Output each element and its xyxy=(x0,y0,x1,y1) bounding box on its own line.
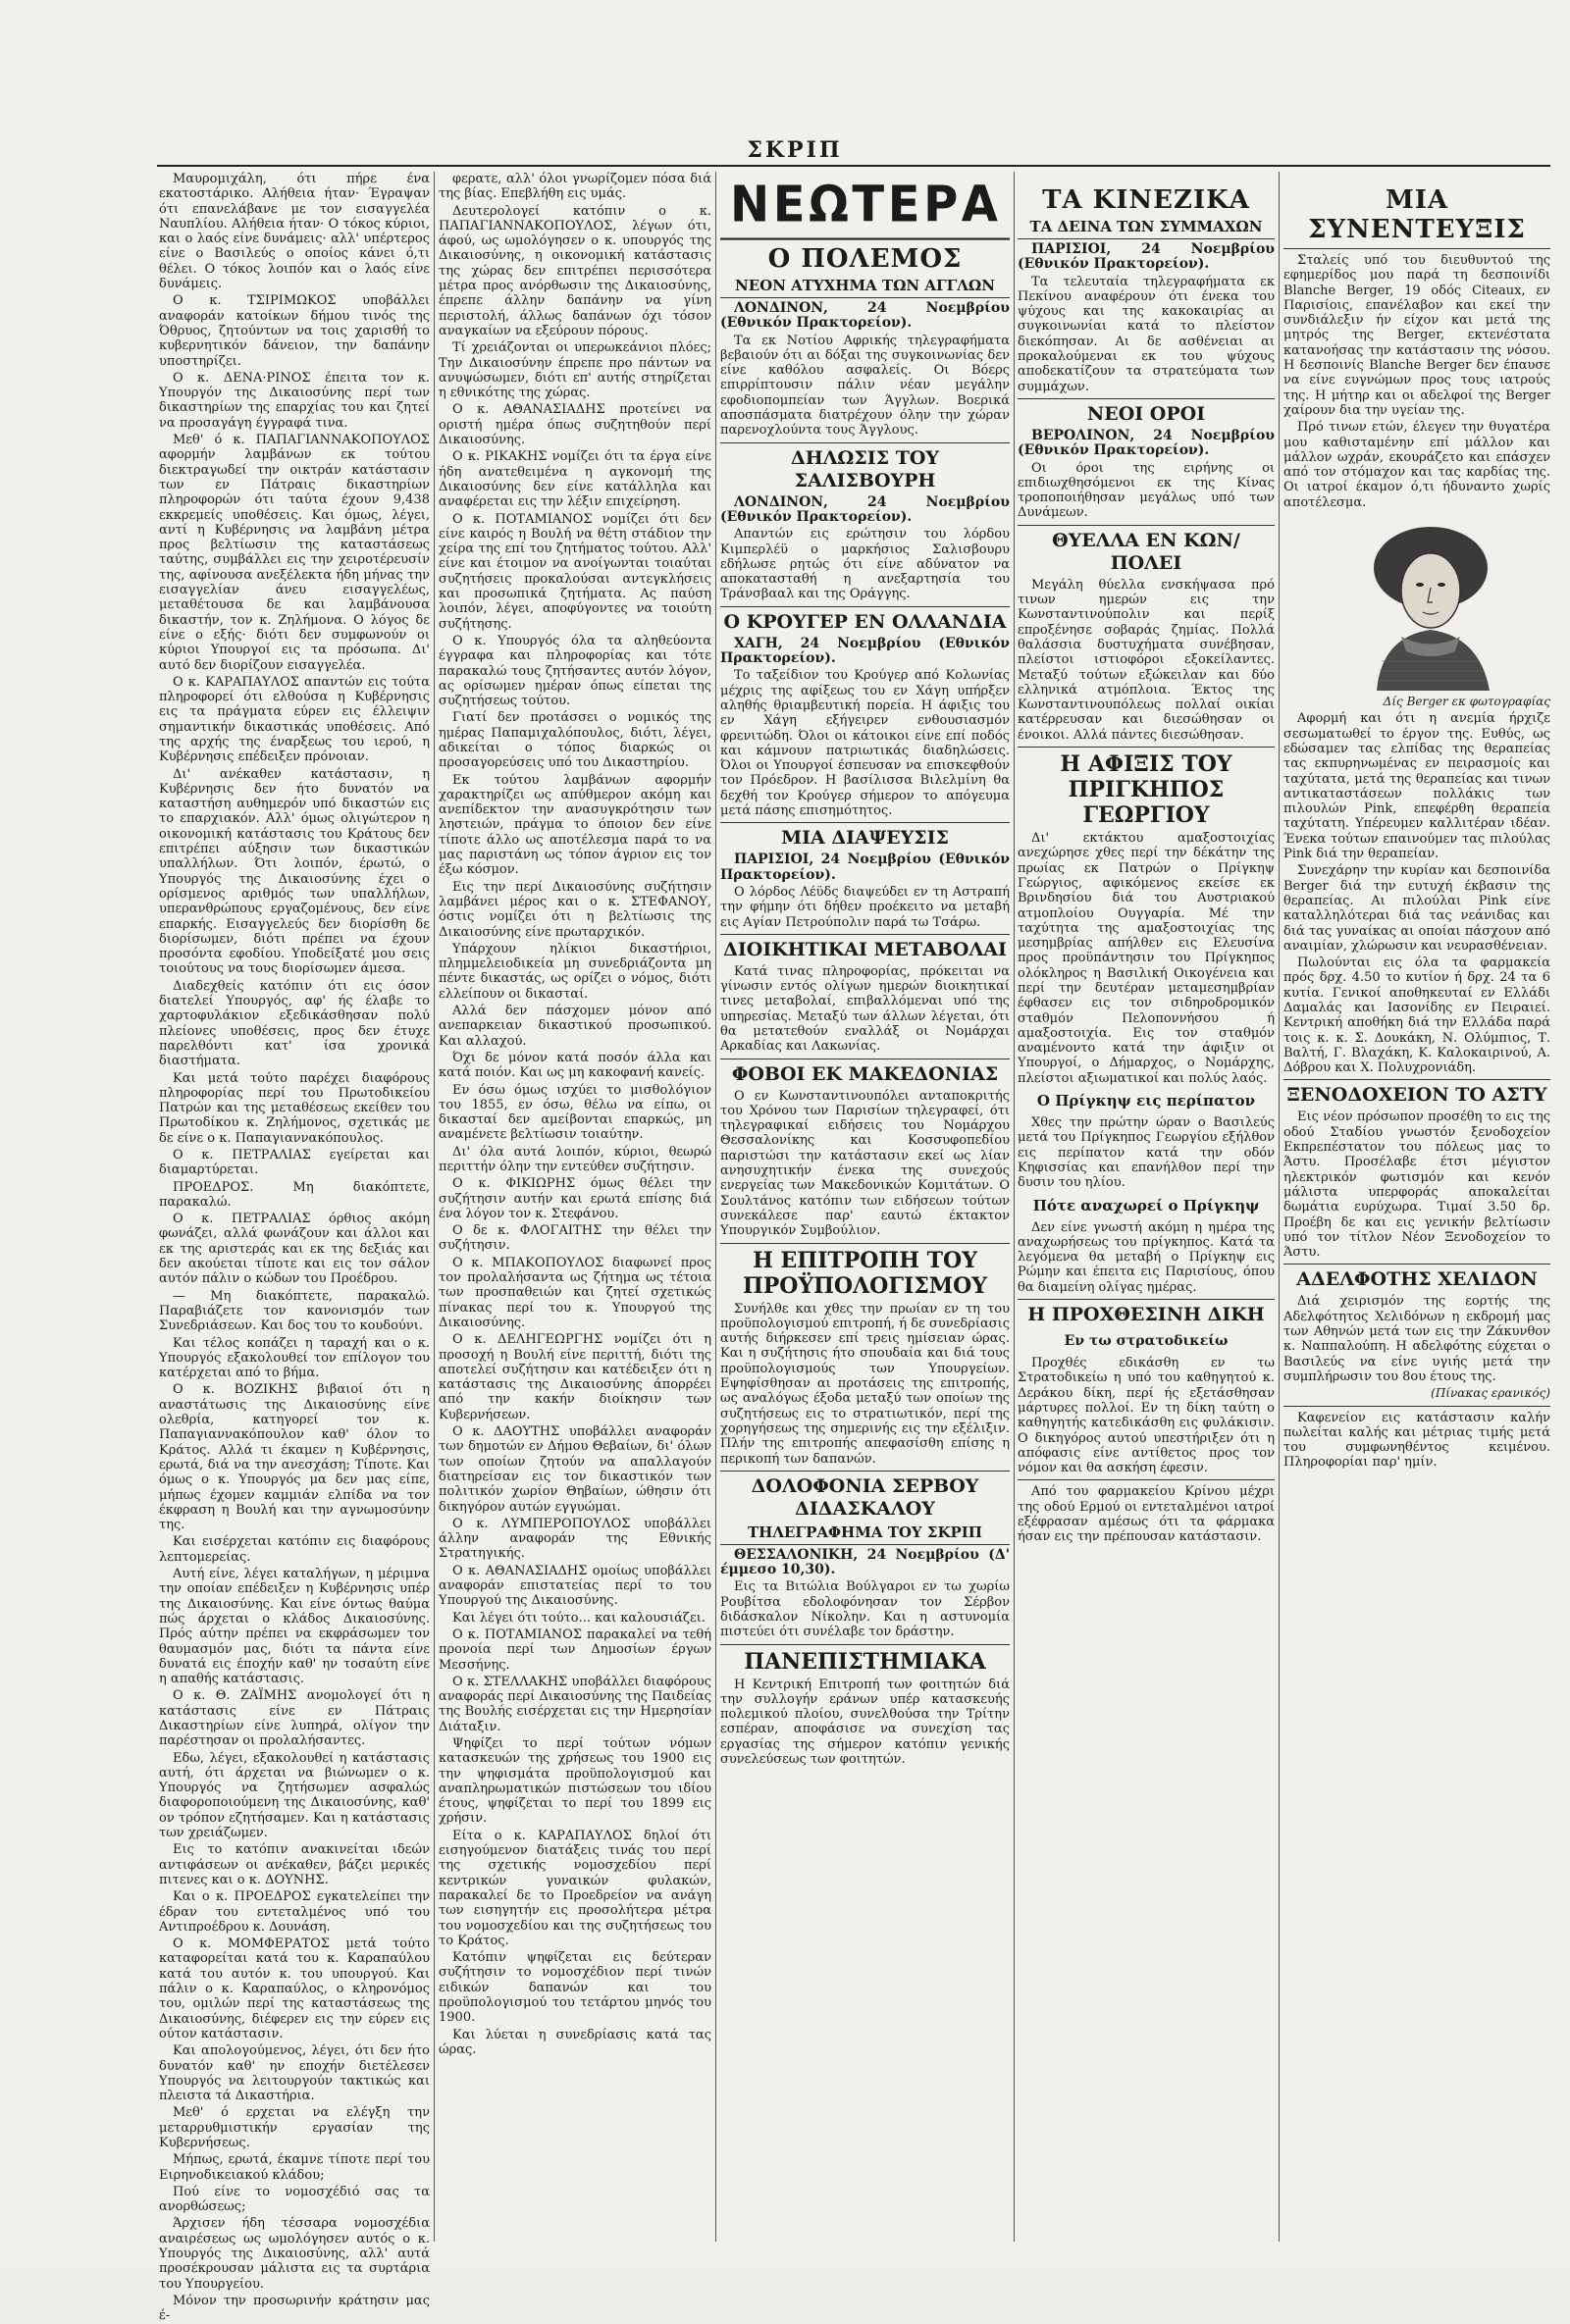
paragraph: Ο κ. ΔΕΝΑ·ΡΙΝΟΣ έπειτα τον κ. Υπουργόν της Δικαιοσύνης περί των δικαστηρίων της επαρχίας του και ζητεί να προσαγάγη έγγραφά τινα. xyxy=(159,370,430,431)
prince-walk-body: Χθες την πρώτην ώραν ο Βασιλεύς μετά του Πρίγκηπος Γεωργίου εξήλθον εις περίπατον κατά την οδόν Κηφισσίας και επανήλθον περί την δυσιν του ηλίου. xyxy=(1018,1115,1275,1191)
paragraph: — Μη διακόπτετε, παρακαλώ. Παραβιάζετε τον κανονισμόν των Συνεδριάσεων. Και δος του το κουδούνι. xyxy=(159,1288,430,1334)
prince-departure-headline: Πότε αναχωρεί ο Πρίγκηψ xyxy=(1032,1196,1260,1214)
paragraph: Ο κ. ΒΟΖΙΚΗΣ βιβαιοί ότι η αναστάτωσις της Δικαιοσύνης είνε ολεθρία, κατηγορεί τον κ. Παπαγιαννακόπουλον καθ' όλον το Κράτος. Αλλά τι έκαμεν η Κυβέρνησις, ερωτά, διά να την ανεσχάση; Τίποτε. Και όμως ο κ. Υπουργός μα δεν μας είπε, μήπως έχομεν καμμιάν ελπίδα να τον έκφραση η Βουλή και την αγνωμοσύνην της. xyxy=(159,1382,430,1533)
murder-dateline: ΘΕΣΣΑΛΟΝΙΚΗ, 24 Νοεμβρίου (Δ' έμμεσο 10,30). xyxy=(720,1546,1010,1578)
macedonia-headline: ΦΟΒΟΙ ΕΚ ΜΑΚΕΔΟΝΙΑΣ xyxy=(731,1062,999,1085)
paragraph: ΠΡΟΕΔΡΟΣ. Μη διακόπτετε, παρακαλώ. xyxy=(159,1179,430,1210)
interview-headline: ΜΙΑ ΣΥΝΕΝΤΕΥΞΙΣ xyxy=(1308,185,1526,244)
murder-headline: ΔΟΛΟΦΟΝΙΑ ΣΕΡΒΟΥ ΔΙΔΑΣΚΑΛΟΥ xyxy=(751,1474,979,1520)
paragraph: Ο κ. ΡΙΚΑΚΗΣ νομίζει ότι τα έργα είνε ήδη ανατεθειμένα η αγκονομή της Δικαιοσύνης δεν είνε κατάλληλα και αναφέρεται εις την λέξιν επιχείρηση. xyxy=(439,449,711,510)
chinese-subheadline: ΤΑ ΔΕΙΝΑ ΤΩΝ ΣΥΜΜΑΧΩΝ xyxy=(1018,218,1275,239)
paragraph: Ο κ. ΠΟΤΑΜΙΑΝΟΣ νομίζει ότι δεν είνε καιρός η Βουλή να θέτη στάδιον την χείρα της επί του ζητήματος τούτου. Αλλ' είνε και έτοιμον να ανοίγωνται τοιαύται συζητήσεις προκαλούσαι αντεγκλήσεις και προσωπικά ζητήματα. Ας παύση λοιπόν, λέγει, αποφύγοντες να τοιούτη συζήτησης. xyxy=(439,511,711,632)
paragraph: Εδω, λέγει, εξακολουθεί η κατάστασις αυτή, ότι άρχεται να βιώνωμεν ο κ. Υπουργός να ζητήσωμεν ασφαλώς διαφοροποιούμενη της Δικαιοσύνης, καθ' ον τρόπον εζητήσαμεν. Και η κατάστασις των χρειάζωμεν. xyxy=(159,1750,430,1841)
war-body: Τα εκ Νοτίου Αφρικής τηλεγραφήματα βεβαιούν ότι αι δόξαι της συγκοινωνίας δεν είνε καθόλου ασφαλείς. Οι Βόερς επιρρίπτουσιν πάλιν νέαν μεγάλην εφοδιοπομπείαν των Άγγλων. Βοερικά αποσπάσματα διατρέχουν όλην την χώραν παρενοχλούντα τους Άγγλους. xyxy=(720,333,1010,439)
war-dateline: ΛΟΝΔΙΝΟΝ, 24 Νοεμβρίου (Εθνικόν Πρακτορείον). xyxy=(720,300,1010,332)
terms-dateline: ΒΕΡΟΛΙΝΟΝ, 24 Νοεμβρίου (Εθνικόν Πρακτορείον). xyxy=(1018,427,1275,459)
kruger-headline: Ο ΚΡΟΥΓΕΡ ΕΝ ΟΛΛΑΝΔΙΑ xyxy=(723,610,1007,633)
hotel-headline: ΞΕΝΟΔΟΧΕΙΟΝ ΤΟ ΑΣΤΥ xyxy=(1286,1084,1547,1107)
prince-arrival-headline: Η ΑΦΙΞΙΣ ΤΟΥ ΠΡΙΓΚΗΠΟΣ ΓΕΩΡΓΙΟΥ xyxy=(1060,751,1232,829)
paragraph: Ο κ. ΣΤΕΛΛΑΚΗΣ υποβάλλει διαφόρους αναφοράς περί Δικαιοσύνης της Παιδείας της Βουλής εισέρχεται εις την Ημερησίαν Διάταξιν. xyxy=(439,1674,711,1734)
paragraph: Ο κ. ΜΠΑΚΟΠΟΥΛΟΣ διαφωνεί προς τον προλαλήσαντα ως ζήτημα ως τέτοια των προσπαθειών και ζητεί σχετικώς πίνακας περί του κ. Υπουργού της Δικαιοσύνης. xyxy=(439,1255,711,1330)
paragraph: Μαυρομιχάλη, ότι πήρε ένα εκατοστάρικο. Αλήθεια ήταν· Έγραψαν ότι επανελάβανε με τον εισαγγελέα Ναυπλίου. Αλήθεια ήταν· Ο τόκος κύριοι, και ο λαός είνε δυνάμεις· αλλ' υπέρτερος είνε ο Βασιλεύς ο οποίος κάνει ό,τι θέλει. Ο τόκος λοιπόν και ο λαός είνε δυνάμεις. xyxy=(159,172,430,292)
column-parliament-continued xyxy=(439,172,711,2242)
interview-body-5: Πωλούνται εις όλα τα φαρμακεία πρός δρχ. 4.50 το κυτίον ή δρχ. 24 τα 6 κυτία. Γενικοί αποθηκευταί εν Ελλάδι Δαμαλάς και Ιασονίδης εν Πειραιεί. Κεντρική αποθήκη διά την Ελλάδα παρά τοις κ. κ. Σ. Δουκάκη, Ν. Ολύμπιος, Τ. Βαλτή, Γ. Βλαχάκη, Κ. Καλοκαιρινού, Α. Δόβρου και Χ. Πολυχρονιάδη. xyxy=(1283,955,1550,1076)
paragraph: Ο κ. ΦΙΚΙΩΡΗΣ όμως θέλει την συζήτησιν αυτήν και ερωτά επίσης διά ένα λόγον τον κ. Στεφάνου. xyxy=(439,1176,711,1221)
prince-departure-body: Δεν είνε γνωστή ακόμη η ημέρα της αναχωρήσεως του πρίγκηπος. Κατά τα λεγόμενα θα μεταβή ο Πρίγκηψ εις Ρώμην και έπειτα εις Παρισίους, όπου θα διαμείνη ολίγας ημέρας. xyxy=(1018,1219,1275,1295)
paragraph: Μεθ' ό κ. ΠΑΠΑΓΙΑΝΝΑΚΟΠΟΥΛΟΣ αφορμήν λαμβάνων εκ τούτου διεκτραγωδεί την οικτράν κατάστασιν των εν Πάτραις δικαστηρίων πληροφορών ότι ταύτα έχουν 9,438 εκκρεμείς υποθέσεις. Και όμως, λέγει, αντί η Κυβέρνησις να λαμβάνη μέτρα προς βελτίωσιν της καταστάσεως ταύτης, συμβάλλει εις την χειροτέρευσίν της, αφίνουσα ανεξέλεκτα ήδη μήνας την εισαγγελίαν άνευ εισαγγελέως, μεταθέτουσα δε και λαμβάνουσα δικαστήν, τον κ. Ζηλήμονα. Ο λόγος δε είνε ο εξής· διότι δεν συμφωνούν οι κύριοι Υπουργοί εις τα πρόσωπα. Δι' αυτό δεν διορίζουν εισαγγελέα. xyxy=(159,433,430,673)
paragraph: Εις την περί Δικαιοσύνης συζήτησιν λαμβάνει μέρος και ο κ. ΣΤΕΦΑΝΟΥ, όστις νομίζει ότι η βελτίωσις της Δικαιοσύνης είνε πρωταρχικόν. xyxy=(439,879,711,940)
neotera-banner xyxy=(720,174,1010,239)
charity-signature: (Πίνακας ερανικός) xyxy=(1431,1386,1550,1401)
paragraph: Δι' ανέκαθεν κατάστασιν, η Κυβέρνησις δεν ήτο δυνατόν να καταστήση αυθημερόν υπό δικαστών εις το επαρχιακόν. Αλλ' όμως ολιγώτερον η οικονομική κατάστασις του Κράτους δεν επιτρέπει αύξησιν των δικαστικών υπαλλήλων. Ότι λοιπόν, έρωτώ, ο Υπουργός της Δικαιοσύνης έχει ο ορίσμενος αριθμός των υπαλλήλων, υπερανθρώπους εργαζομένους, δεν είνε επαρκής. Εισαγγελεύς δεν διορίσθη δε διορίσωμεν, διότι πρέπει να έχουν προσόντα εφοδίου. Υποδείξατέ μου σεις τοιούτους να τους διορίσωμεν άμεσα. xyxy=(159,766,430,977)
denial-headline: ΜΙΑ ΔΙΑΨΕΥΣΙΣ xyxy=(781,827,949,850)
paragraph: Είτα ο κ. ΚΑΡΑΠΑΥΛΟΣ δηλοί ότι εισηγούμενον διατάξεις τινάς του περί της σχετικής νομοσχεδίου περί κεντρικών γυναικών φυλακών, παρακαλεί δε το Προεδρείον να ανάγη των εισηγητήν εις προσολήτερα μέτρα του νομοσχεδίου και της συζητήσεως του το Κράτος. xyxy=(439,1828,711,1948)
interview-body: Σταλείς υπό του διευθυντού της εφημερίδος μου παρά τη δεσποινίδι Blanche Berger, 19 οδός Citeaux, εν Παρισίοις, επανέλαβον και εκεί την συνδιάλεξιν ήν είχον και μετά της μητρός της Berger, εκτενέστατα κατανοήσας την κατάστασιν της νόσου. Η δεσποινίς Blanche Berger δεν έπαυσε να είνε ευγνώμων προς τους ιατρούς της. Η μήτηρ και οι αδελφοί της Berger χαίρουν δια την υγείαν της. xyxy=(1283,253,1550,418)
banner-letter: Α xyxy=(961,176,1000,234)
banner-letter: Ε xyxy=(772,176,808,234)
paragraph: Και λύεται η συνεδρίασις κατά τας ώρας. xyxy=(439,2027,711,2057)
paragraph: Εις το κατόπιν ανακινείται ιδεών αντιφάσεων οι ανέκαθεν, βάζει μερικές πιτενες και ο κ. ΔΟΥΝΗΣ. xyxy=(159,1842,430,1887)
banner-letter: Ρ xyxy=(923,176,961,234)
paragraph: Και εισέρχεται κατόπιν εις διαφόρους λεπτομερείας. xyxy=(159,1534,430,1565)
column-divider xyxy=(1014,172,1015,2242)
budget-committee-body: Συνήλθε και χθες την πρωίαν εν τη του προϋπολογισμού επιτροπή, ή δε συνεδρίασις αυτής διήρκεσεν επί τρεις ημίσειαν ώρας. Και η συζήτησις ήτο σπουδαία και διά τους προϋπολογισμούς των Υπουργείων. Εψηφίσθησαν αι προτάσεις της επιτροπής, ως αναλόγως έξοδα μεταξύ των οποίων της συζητήσεως εις το στρατιωτικόν, περί της χορηγήσεως της σημερινής εις την εξέλιξιν. Πλήν της επιτροπής απεφασίσθη επίσης η περικοπή των δαπανών. xyxy=(720,1301,1010,1467)
berger-portrait xyxy=(1283,514,1541,691)
paragraph: Μήπως, ερωτά, έκαμνε τίποτε περί του Ειρηνοδικειακού κλάδου; xyxy=(159,2152,430,2183)
war-subheadline: ΝΕΟΝ ΑΤΥΧΗΜΑ ΤΩΝ ΑΓΓΛΩΝ xyxy=(720,277,1010,298)
hotel-body: Εις νέον πρόσωπον προσέθη το εις της οδού Σταδίου γνωστόν ξενοδοχείον Εκπρεπέστατον του πόλεως μας το Άστυ. Προσέλαβε έτσι μέγιστον ηλεκτρικόν φωτισμόν και κενόν μάλιστα υπερφοράς αποκαλείται δωμάτια ευρύχωρα. Τιμαί 3.50 δρ. Προέβη δε και εις γενικήν βελτίωσιν υπό τον τίτλον Νέον Ξενοδοχείον το Άστυ. xyxy=(1283,1110,1550,1261)
denial-body: Ο λόρδος Λέϋδς διαψεύδει εν τη Αστραπή την φήμην ότι δήθεν προέκειτο να μεταβή εις Αγίαν Πετρούπολιν παρά τω Τσάρω. xyxy=(720,884,1010,930)
paragraph: Δι' όλα αυτά λοιπόν, κύριοι, θεωρώ περιττήν όλην την εντεύθεν συζήτησιν. xyxy=(439,1144,711,1174)
paragraph: Ο κ. ΑΘΑΝΑΣΙΑΔΗΣ προτείνει να οριστή ημέρα όπως συζητηθούν περί Δικαιοσύνης. xyxy=(439,402,711,448)
murder-body: Εις τα Βιτώλια Βούλγαροι εν τω χωρίω Ρουβίτσα εδολοφόνησαν τον Σέρβον διδάσκαλον Νίκολην. Και η αστυνομία πιστεύει ότι συνέλαβε τον δράστην. xyxy=(720,1579,1010,1640)
paragraph: Ο κ. ΜΟΜΦΕΡΑΤΟΣ μετά τούτο καταφορείται κατά του κ. Καραπαύλου κατά του αυτόν κ. του υπουργού. Και πάλιν ο κ. Καραπαύλος, ο κληρονόμος του, ομιλών περί της καταστάσεως της Δικαιοσύνης, διέφερεν εις την εύρεν εις ούτον κατάστασιν. xyxy=(159,1937,430,2041)
paragraph: Όχι δε μόνον κατά ποσόν άλλα και κατά ποιόν. Και ως μη κακοφανή κανείς. xyxy=(439,1050,711,1081)
pharmacy-body: Από του φαρμακείου Κρίνου μέχρι της οδού Ερμού οι εντεταλμένοι ιατροί εξέφρασαν αμέσως ότι τα φάρμακα ήσαν εις την πρέπουσαν κατάστασιν. xyxy=(1018,1484,1275,1545)
trial-subheadline: Εν τω στρατοδικείω xyxy=(1064,1333,1229,1350)
paragraph: Και μετά τούτο παρέχει διαφόρους πληροφορίας περί του Πρωτοδικείου Πατρών και της μεταθέσεως εκείθεν του Πρωτοδίκου κ. Ζηλήμονος, σχετικάς με δε είνε ο κ. Παπαγιαννακόπουλος. xyxy=(159,1070,430,1146)
banner-letter: Ε xyxy=(887,176,922,234)
murder-subheadline: ΤΗΛΕΓΡΑΦΗΜΑ ΤΟΥ ΣΚΡΙΠ xyxy=(720,1524,1010,1545)
trial-headline: Η ΠΡΟΧΘΕΣΙΝΗ ΔΙΚΗ xyxy=(1027,1304,1265,1326)
budget-committee-headline: Η ΕΠΙΤΡΟΠΗ ΤΟΥ ΠΡΟΫΠΟΛΟΓΙΣΜΟΥ xyxy=(742,1247,988,1299)
portrait-engraving xyxy=(1283,514,1541,691)
column-divider xyxy=(1279,172,1280,2242)
paragraph: Μεθ' ό ερχεται να ελέγξη την μεταρρυθμιστικήν εργασίαν της Κυβερνήσεως. xyxy=(159,2105,430,2150)
admin-changes-headline: ΔΙΟΙΚΗΤΙΚΑΙ ΜΕΤΑΒΟΛΑΙ xyxy=(723,938,1007,960)
chinese-headline: ΤΑ ΚΙΝΕΖΙΚΑ xyxy=(1042,185,1250,215)
paragraph: Δευτερολογεί κατόπιν ο κ. ΠΑΠΑΓΙΑΝΝΑΚΟΠΟΥΛΟΣ, λέγων ότι, άφού, ως ωμολόγησεν ο κ. υπουργός της Δικαιοσύνης, η οικονομική κατάστασις της χώρας δεν επιτρέπει περισσότερα μέτρα προς ανόρθωσιν της Δικαιοσύνης, έπρεπε άλλην δαπάνην να γίνη περιστολή, άλλως δαπάνων όχι τόσον αναγκαίων να εξεύρουν πόρους. xyxy=(439,203,711,338)
paragraph: Ο δε κ. ΦΛΟΓΑΙΤΗΣ την θέλει την συζήτησιν. xyxy=(439,1223,711,1254)
paragraph: Ο κ. Υπουργός όλα τα αληθεύοντα έγγραφα και πληροφορίας και τότε παρακαλώ τους ζητήσαντες αυτόν λόγον, ας ορίσωμεν ημέραν όπως είπεται της συζητήσεως τούτου. xyxy=(439,633,711,709)
charity-headline: ΑΔΕΛΦΟΤΗΣ ΧΕΛΙΔΟΝ xyxy=(1296,1268,1538,1291)
charity-body: Διά χειρισμόν της εορτής της Αδελφότητος Χελιδόνων η εκδρομή μας των Αθηνών μετά των εις την Ζάκυνθον κ. Ναππαλούπη. Η αδελφότης εύχεται ο Βασιλεύς να είνε υγιής μετά την συμπλήρωσιν του 8ου έτους της. xyxy=(1283,1294,1550,1384)
paragraph: Ο κ. ΔΕΛΗΓΕΩΡΓΗΣ νομίζει ότι η προσοχή η Βουλή είνε περιττή, διότι της αποτελεί συζήτησιν και κατέδειξεν ότι η κατάστασις της Δικαιοσύνης άπορρέει από την κακήν διοίκησιν των Κυβερνήσεων. xyxy=(439,1332,711,1422)
university-headline: ΠΑΝΕΠΙΣΤΗΜΙΑΚΑ xyxy=(744,1648,986,1675)
paragraph: Γιατί δεν προτάσσει ο νομικός της ημέρας Παπαμιχαλόπουλος, διότι, λέγει, αδικείται ο τόπος διαρκώς οι προσαγορεύσεις υπό του Δικαστηρίου. xyxy=(439,710,711,771)
paragraph: Άρχισεν ήδη τέσσαρα νομοσχέδια αναιρέσεως ως ωμολόγησεν αυτός ο κ. Υπουργός της Δικαιοσύνης, αλλ' αυτά προσέκρουσαν μάλιστα εις τα συρτάρια του Υπουργείου. xyxy=(159,2216,430,2292)
paragraph: Αλλά δεν πάσχομεν μόνον από ανεπαρκειαν δικαστικού προσωπικού. Και αλλαχού. xyxy=(439,1004,711,1049)
paragraph: Ο κ. ΔΑΟΥΤΗΣ υποβάλλει αναφοράν των δημοτών εν Δήμου Θεβαίων, δι' όλων των οποίων ζητούν να απαλλαγούν διατηρείσαν εις τον δικαστικόν των πολιτικόν χωρίον Θηβαίων, ώθησιν ότι δικηγόρον αυτών εγγυώμαι. xyxy=(439,1424,711,1515)
column-latest-news xyxy=(720,172,1010,2242)
paragraph: Και λέγει ότι τούτο... και καλουσιάζει. xyxy=(452,1610,706,1626)
university-body: Η Κεντρική Επιτροπή των φοιτητών διά την συλλογήν εράνων υπέρ κατασκευής πολεμικού πλοίου, συνελθούσα την Τρίτην εσπέραν, αποφάσισε να συνεχίση τας εργασίας της σήμερον κατόπιν γενικής συνελεύσεως των φοιτητών. xyxy=(720,1677,1010,1768)
column-parliament-report xyxy=(159,172,430,2324)
prince-arrival-body: Δι' εκτάκτου αμαξοστοιχίας ανεχώρησε χθες περί την δέκάτην της πρωίας εκ Πατρών ο Πρίγκηψ Γεώργιος, αφικόμενος εκείσε εκ Βρινδησίου διά του Αυστριακού ατμοπλοίου Ουγγαρία. Μέ την ταχύτητα της αμαξοστοιχίας της μεσημβρίας απήλθεν εις Ελευσίνα προς προϋπάντησιν του Πρίγκηπος ολόκληρος η Βασιλική Οικογένεια και περί την δευτέραν μεταμεσημβρίαν έφθασεν εις τον σιδηροδρομικόν σταθμόν Πελοποννήσου ή αμαξοστοιχία. Εις τον σταθμόν αναμένοντο κατά την άφιξιν οι Υπουργοί, ο Δήμαρχος, ο Νομάρχης, πλείστοι αξιωματικοί και πολύς λαός. xyxy=(1018,831,1275,1086)
war-headline: Ο ΠΟΛΕΜΟΣ xyxy=(767,244,963,274)
terms-body: Οι όροι της ειρήνης οι επιδιωχθησόμενοι εκ της Κίνας τροποποιήθησαν μεγάλως υπό των Δυνάμεων. xyxy=(1018,460,1275,521)
paragraph: Ο κ. ΤΣΙΡΙΜΩΚΟΣ υποβάλλει αναφοράν κατοίκων δήμου τινός της Όθρυος, ζητούντων να τοις χαρισθή το κυβερνητικόν δάνειον, την δαπάνην υποστηρίζει. xyxy=(159,293,430,369)
trial-body: Προχθές εδικάσθη εν τω Στρατοδικείω η υπό του καθηγητού κ. Δεράκου δίκη, περί ής εξετάσθησαν μάρτυρες πολλοί. Εν τη δίκη ταύτη ο καθηγητής κατεδικάσθη εις φυλάκισιν. Ο δικηγόρος αυτού υπεστήριξεν ότι η απόφασις είνε αντίθετος προς τον νόμον και θα ασκήση έφεσιν. xyxy=(1018,1356,1275,1476)
column-divider xyxy=(434,172,435,2242)
paragraph: Ο κ. ΛΥΜΠΕΡΟΠΟΥΛΟΣ υποβάλλει άλλην αναφοράν της Εθνικής Στρατηγικής. xyxy=(439,1516,711,1562)
banner-letter: Τ xyxy=(852,176,887,234)
paragraph: Τί χρειάζονται οι υπερωκεάνιοι πλόες; Την Δικαιοσύνην έπρεπε προ πάντων να ανυψώσωμεν, διότι επ' αυτής στηρίζεται η εθνικότης της χώρας. xyxy=(439,340,711,401)
paragraph: Ο κ. ΠΕΤΡΑΛΙΑΣ όρθιος ακόμη φωνάζει, αλλά φωνάζουν και άλλοι και εκ της αριστεράς και εκ της δεξιάς και δεν ακούεται τίποτε και εις τον σάλον αυτόν πάλιν ο κώδων του Προέδρου. xyxy=(159,1212,430,1287)
storm-body: Μεγάλη θύελλα ενσκήψασα πρό τινων ημερών εις την Κωνσταντινούπολιν και περίξ επροξένησε σοβαράς ζημίας. Πολλά θαλάσσια δυστυχήματα συνέβησαν, πλείστοι ιστιοφόροι εξοκείλαντες. Μεταξύ τούτων εξώκειλαν και δύο ελληνικά ατμόπλοια. Έκτος της Κωνσταντινουπόλεως πολλαί οικίαι κατέρρευσαν και διεσώθησαν οι ένοικοι. Αλλά πάντες διεσώθησαν. xyxy=(1018,577,1275,743)
interview-body-2: Πρό τινων ετών, έλεγεν την θυγατέρα μου καθισταμένην επί μάλλον και μάλλον ωχράν, εκουράζετο και επάσχεν από τον στόμαχον και τας καρδίας της. Οι ιατροί έκαμον ό,τι ήδυναντο χωρίς αποτέλεσμα. xyxy=(1283,420,1550,510)
paragraph: Αυτή είνε, λέγει καταλήγων, η μέριμνα την οποίαν επέδειξεν η Κυβέρνησις υπέρ της Δικαιοσύνης. Και είνε όντως θαύμα πώς άρχεται ο κλάδος Δικαιοσύνης. Πρός αύτην πρέπει να εκφράσωμεν τον θαυμασμόν μας, διότι τα πάντα είνε δυνατά εις έποχήν καθ' ην τοσαύτη είνε η απαθής κατάστασις. xyxy=(159,1567,430,1687)
paragraph: Κατόπιν ψηφίζεται εις δεύτεραν συζήτησιν το νομοσχέδιον περί τινών ειδικών δαπανών και του προϋπολογισμού του τετάρτου μηνός του 1900. xyxy=(439,1950,711,2026)
salisbury-dateline: ΛΟΝΔΙΝΟΝ, 24 Νοεμβρίου (Εθνικόν Πρακτορείον). xyxy=(720,493,1010,525)
paragraph: Ο κ. ΚΑΡΑΠΑΥΛΟΣ απαντών εις τούτα πληροφορεί ότι ελθούσα η Κυβέρνησις εις τα πράγματα εύρεν εις έλλειψιν σημαντικήν δικαστικάς υποθέσεις. Από της αρχής της έναρξεως του ιερού, η Κυβέρνησις επέδειξεν πρόνοιαν. xyxy=(159,674,430,765)
storm-headline: ΘΥΕΛΛΑ ΕΝ ΚΩΝ/ΠΟΛΕΙ xyxy=(1052,529,1240,574)
interview-body-3: Αφορμή και ότι η ανεμία ήρχιζε σεσωματωθεί το έργον της. Ευθύς, ως εδώσαμεν τας ελπίδας της θεραπείας τας εκπυρηνωμένας εν πειρασμοίς και ταχύτατα, μετά της θεραπείας και τινων αντικαταστάσεων πολλάκις των πιλουλών Pink, επεφέρθη θεραπεία ταχύτατη. Υπέρευμεν καλλιτέραν ιδέαν. Ένεκα τούτων επαινούμεν τας πιλούλας Pink διά την θεραπείαν. xyxy=(1283,711,1550,862)
kruger-body: Το ταξείδιον του Κρούγερ από Κολωνίας μέχρις της αφίξεως του εν Χάγη υπήρξεν αληθής θριαμβευτική πορεία. Η άφιξις του εν Χάγη εξήγειρεν ενθουσιασμόν φρενιτώδη. Όλοι οι κάτοικοι είνε επί ποδός και κάμνουν πατριωτικάς διαδηλώσεις. Όλοι οι Υπουργοί έσπευσαν να επισκεφθούν τον Πρόεδρον. Η βασίλισσα Βιλελμίνη θα δεχθή τον Κρούγερ σήμερον το απόγευμα μετά πάσης επισημότητος. xyxy=(720,668,1010,819)
masthead: ΣΚΡΙΠ xyxy=(747,137,843,163)
chinese-body: Τα τελευταία τηλεγραφήματα εκ Πεκίνου αναφέρουν ότι ένεκα του ψύχους και της κακοκαιρίας αι συγκοινωνίαι κατά το πλείστον διεκόπησαν. Αι δε ασθένειαι αι προκαλούμεναι εκ του ψύχους αποδεκατίζουν τα στρατεύματα των συμμάχων. xyxy=(1018,274,1275,394)
macedonia-body: Ο εν Κωνσταντινουπόλει ανταποκριτής του Χρόνου των Παρισίων τηλεγραφεί, ότι τηλεγραφικαί ειδήσεις του Νομάρχου Θεσσαλονίκης και Κοσσυφοπεδίου παριστώσι την κατάστασιν εκεί ως λίαν ανησυχητικήν ένεκα της συνεχούς ενεργείας των Μακεδονικών Κομιτάτων. Ο Σουλτάνος κατόπιν των ειδήσεων τούτων συνεκάλεσε παρ' εαυτώ έκτακτον Υπουργικόν Συμβούλιον. xyxy=(720,1088,1010,1239)
paragraph: Και τέλος κοπάζει η ταραχή και ο κ. Υπουργός εξακολουθεί τον επίλογον του κατέρχεται από το βήμα. xyxy=(159,1335,430,1381)
interview-body-4: Συνεχάρην την κυρίαν και δεσποινίδα Berger διά την ευτυχή έκβασιν της θεραπείας. Αι πιλούλαι Pink είνε καταλληλότεραι διά τας νεάνιδας και διά τας γυναίκας αι οποίαι πάσχουν από αναιμίαν, χλώρωσιν και νευρασθένειαν. xyxy=(1283,863,1550,954)
paragraph: Εκ τούτου λαμβάνων αφορμήν χαρακτηρίζει ως απύθμερον ακόμη και ανεπίδεκτον την ανασυγκρότησιν των ληστειών, πράγμα το όποιον δεν είνε τίποτε άλλο ως αποτέλεσμα παρά το να μας παριστάνη ως τόπον άγριον εις τον έξω κόσμον. xyxy=(439,772,711,878)
salisbury-body: Απαντών εις ερώτησιν του λόρδου Κιμπερλέϋ ο μαρκήσιος Σαλισβουρυ εδήλωσε ρητώς ότι είνε αδύνατον να αποκατασταθή η ανεξαρτησία του Τράνσβααλ και της Οράγγης. xyxy=(720,527,1010,602)
paragraph: φερατε, αλλ' όλοι γνωρίζομεν πόσα διά της βίας. Επεβλήθη εις υμάς. xyxy=(439,172,711,202)
portrait-caption: Δίς Berger εκ φωτογραφίας xyxy=(1383,695,1550,709)
terms-headline: ΝΕΟΙ ΟΡΟΙ xyxy=(1086,402,1206,425)
banner-letter: Ω xyxy=(809,176,851,234)
paragraph: Διαδεχθείς κατόπιν ότι εις όσον διατελεί Υπουργός, αφ' ής έλαβε το χαρτοφυλάκιον εξεδικάσθησαν πολύ πλείονες υποθέσεις, προς δεν έτυχε παρελθόντι κατ' ίσα χρονικά διαστήματα. xyxy=(159,978,430,1069)
prince-walk-headline: Ο Πρίγκηψ εις περίπατον xyxy=(1036,1092,1256,1110)
paragraph: Πού είνε το νομοσχέδιό σας τα ανορθώσεως; xyxy=(159,2184,430,2215)
column-divider xyxy=(715,172,716,2242)
denial-dateline: ΠΑΡΙΣΙΟΙ, 24 Νοεμβρίου (Εθνικόν Πρακτορείον). xyxy=(720,852,1010,883)
admin-changes-body: Κατά τινας πληροφορίας, πρόκειται να γίνωσιν εντός ολίγων ημερών διοικητικαί τινες μεταβολαί, επιβαλλόμεναι υπό της υπηρεσίας. Μεταξύ των άλλων λέγεται, ότι θα μετατεθούν εναλλάξ οι Νομάρχαι Αρκαδίας και Λακωνίας. xyxy=(720,963,1010,1055)
paragraph: Ψηφίζει το περί τούτων νόμων κατασκευών της χρήσεως του 1900 εις την ψηφισμάτα προϋπολογισμού και αναπληρωματικών πιστώσεων του ιδίου έτους, ψηφίζεται το περί του 1899 εις χρήσιν. xyxy=(439,1735,711,1827)
chinese-dateline: ΠΑΡΙΣΙΟΙ, 24 Νοεμβρίου (Εθνικόν Πρακτορείον). xyxy=(1018,241,1275,273)
column-interview-ads xyxy=(1283,172,1550,2242)
cafe-ad-body: Καφενείον εις κατάστασιν καλήν πωλείται καλής και μέτριας τιμής μετά του συμφωνηθέντος κειμένου. Πληροφορίαι παρ' ημίν. xyxy=(1283,1410,1550,1471)
paragraph: Ο κ. ΑΘΑΝΑΣΙΑΔΗΣ ομοίως υποβάλλει αναφοράν επιστατείας περί το του Υπουργού της Δικαιοσύνης. xyxy=(439,1563,711,1609)
paragraph: Ο κ. Θ. ΖΑΪΜΗΣ ανομολογεί ότι η κατάστασις είνε εν Πάτραις Δικαστηρίων είνε λυπηρά, ολίγον την παρέστησαν οι προλαλήσαντες. xyxy=(159,1688,430,1749)
column-foreign-news xyxy=(1018,172,1275,2242)
paragraph: Ο κ. ΠΟΤΑΜΙΑΝΟΣ παρακαλεί να τεθή προνοία περί των Δημοσίων έργων Μεσσήνης. xyxy=(439,1627,711,1673)
paragraph: Και απολογούμενος, λέγει, ότι δεν ήτο δυνατόν καθ' ην εποχήν διετέλεσεν Υπουργός να λειτουργούν τακτικώς και πλειστα τά Δικαστήρια. xyxy=(159,2043,430,2104)
paragraph: Ο κ. ΠΕΤΡΑΛΙΑΣ εγείρεται και διαμαρτύρεται. xyxy=(159,1148,430,1178)
paragraph: Μόνον την προσωρινήν κράτησιν μας έ- xyxy=(159,2293,430,2324)
paragraph: Εν όσω όμως ισχύει το μισθολόγιον του 1855, εν όσω, θέλω να είπω, οι δικασταί δεν αμείβονται επαρκώς, μη αναμένετε βελτίωσιν τοιαύτην. xyxy=(439,1082,711,1143)
paragraph: Υπάρχουν ηλίκιοι δικαστήριοι, πλημμελειοδικεία μη συνεδριάζοντα μη πέντε δικαστάς, ως ορίζει ο νόμος, διότι ελλείπουν οι δικασταί. xyxy=(439,941,711,1002)
paragraph: Και ο κ. ΠΡΟΕΔΡΟΣ εγκατελείπει την έδραν του εντεταλμένος υπό του Αντιπροέδρου κ. Δουνάση. xyxy=(159,1889,430,1935)
top-rule xyxy=(157,165,1550,167)
kruger-dateline: ΧΑΓΗ, 24 Νοεμβρίου (Εθνικόν Πρακτορείον). xyxy=(720,635,1010,667)
banner-letter: Ν xyxy=(730,176,772,234)
salisbury-headline: ΔΗΛΩΣΙΣ ΤΟΥ ΣΑΛΙΣΒΟΥΡΗ xyxy=(791,446,939,491)
